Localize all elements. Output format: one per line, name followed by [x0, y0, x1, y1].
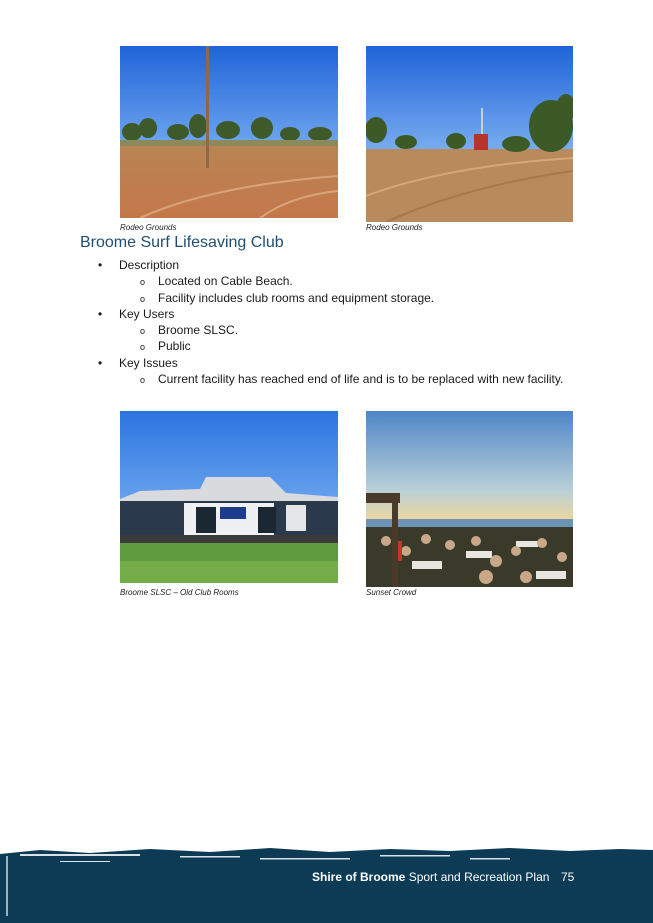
list-item [80, 257, 563, 306]
section-heading: Broome Surf Lifesaving Club [80, 234, 284, 251]
photo-caption: Sunset Crowd [366, 588, 417, 597]
list-item-label: Key Users [119, 306, 175, 321]
footer-band [0, 846, 653, 923]
rodeo-grounds-photo-2 [366, 46, 573, 222]
list-item-label: Description [119, 258, 180, 272]
sunset-crowd-photo [366, 411, 573, 587]
footer-title [312, 870, 549, 884]
sub-list-item: o Public [119, 338, 563, 354]
old-club-rooms-photo [120, 411, 338, 583]
footer-brand: Shire of Broome [312, 870, 406, 884]
sub-list-item: o Located on Cable Beach. [119, 273, 563, 289]
sub-list-item: o Facility includes club rooms and equipment storage. [119, 290, 563, 306]
list-item-label: Key Issues [119, 355, 178, 370]
rodeo-grounds-photo-1 [120, 46, 338, 218]
page-number: 75 [561, 870, 575, 884]
list-item [80, 306, 563, 355]
sub-list-item: o Broome SLSC. [119, 322, 563, 338]
sub-list-item: o Current facility has reached end of life and is to be replaced with new facility. [119, 371, 563, 387]
photo-caption: Broome SLSC – Old Club Rooms [120, 588, 239, 597]
facility-details-list [80, 257, 563, 387]
photo-caption: Rodeo Grounds [120, 223, 177, 232]
list-item [80, 355, 563, 388]
photo-caption: Rodeo Grounds [366, 223, 423, 232]
footer-plan-title: Sport and Recreation Plan [405, 870, 550, 884]
